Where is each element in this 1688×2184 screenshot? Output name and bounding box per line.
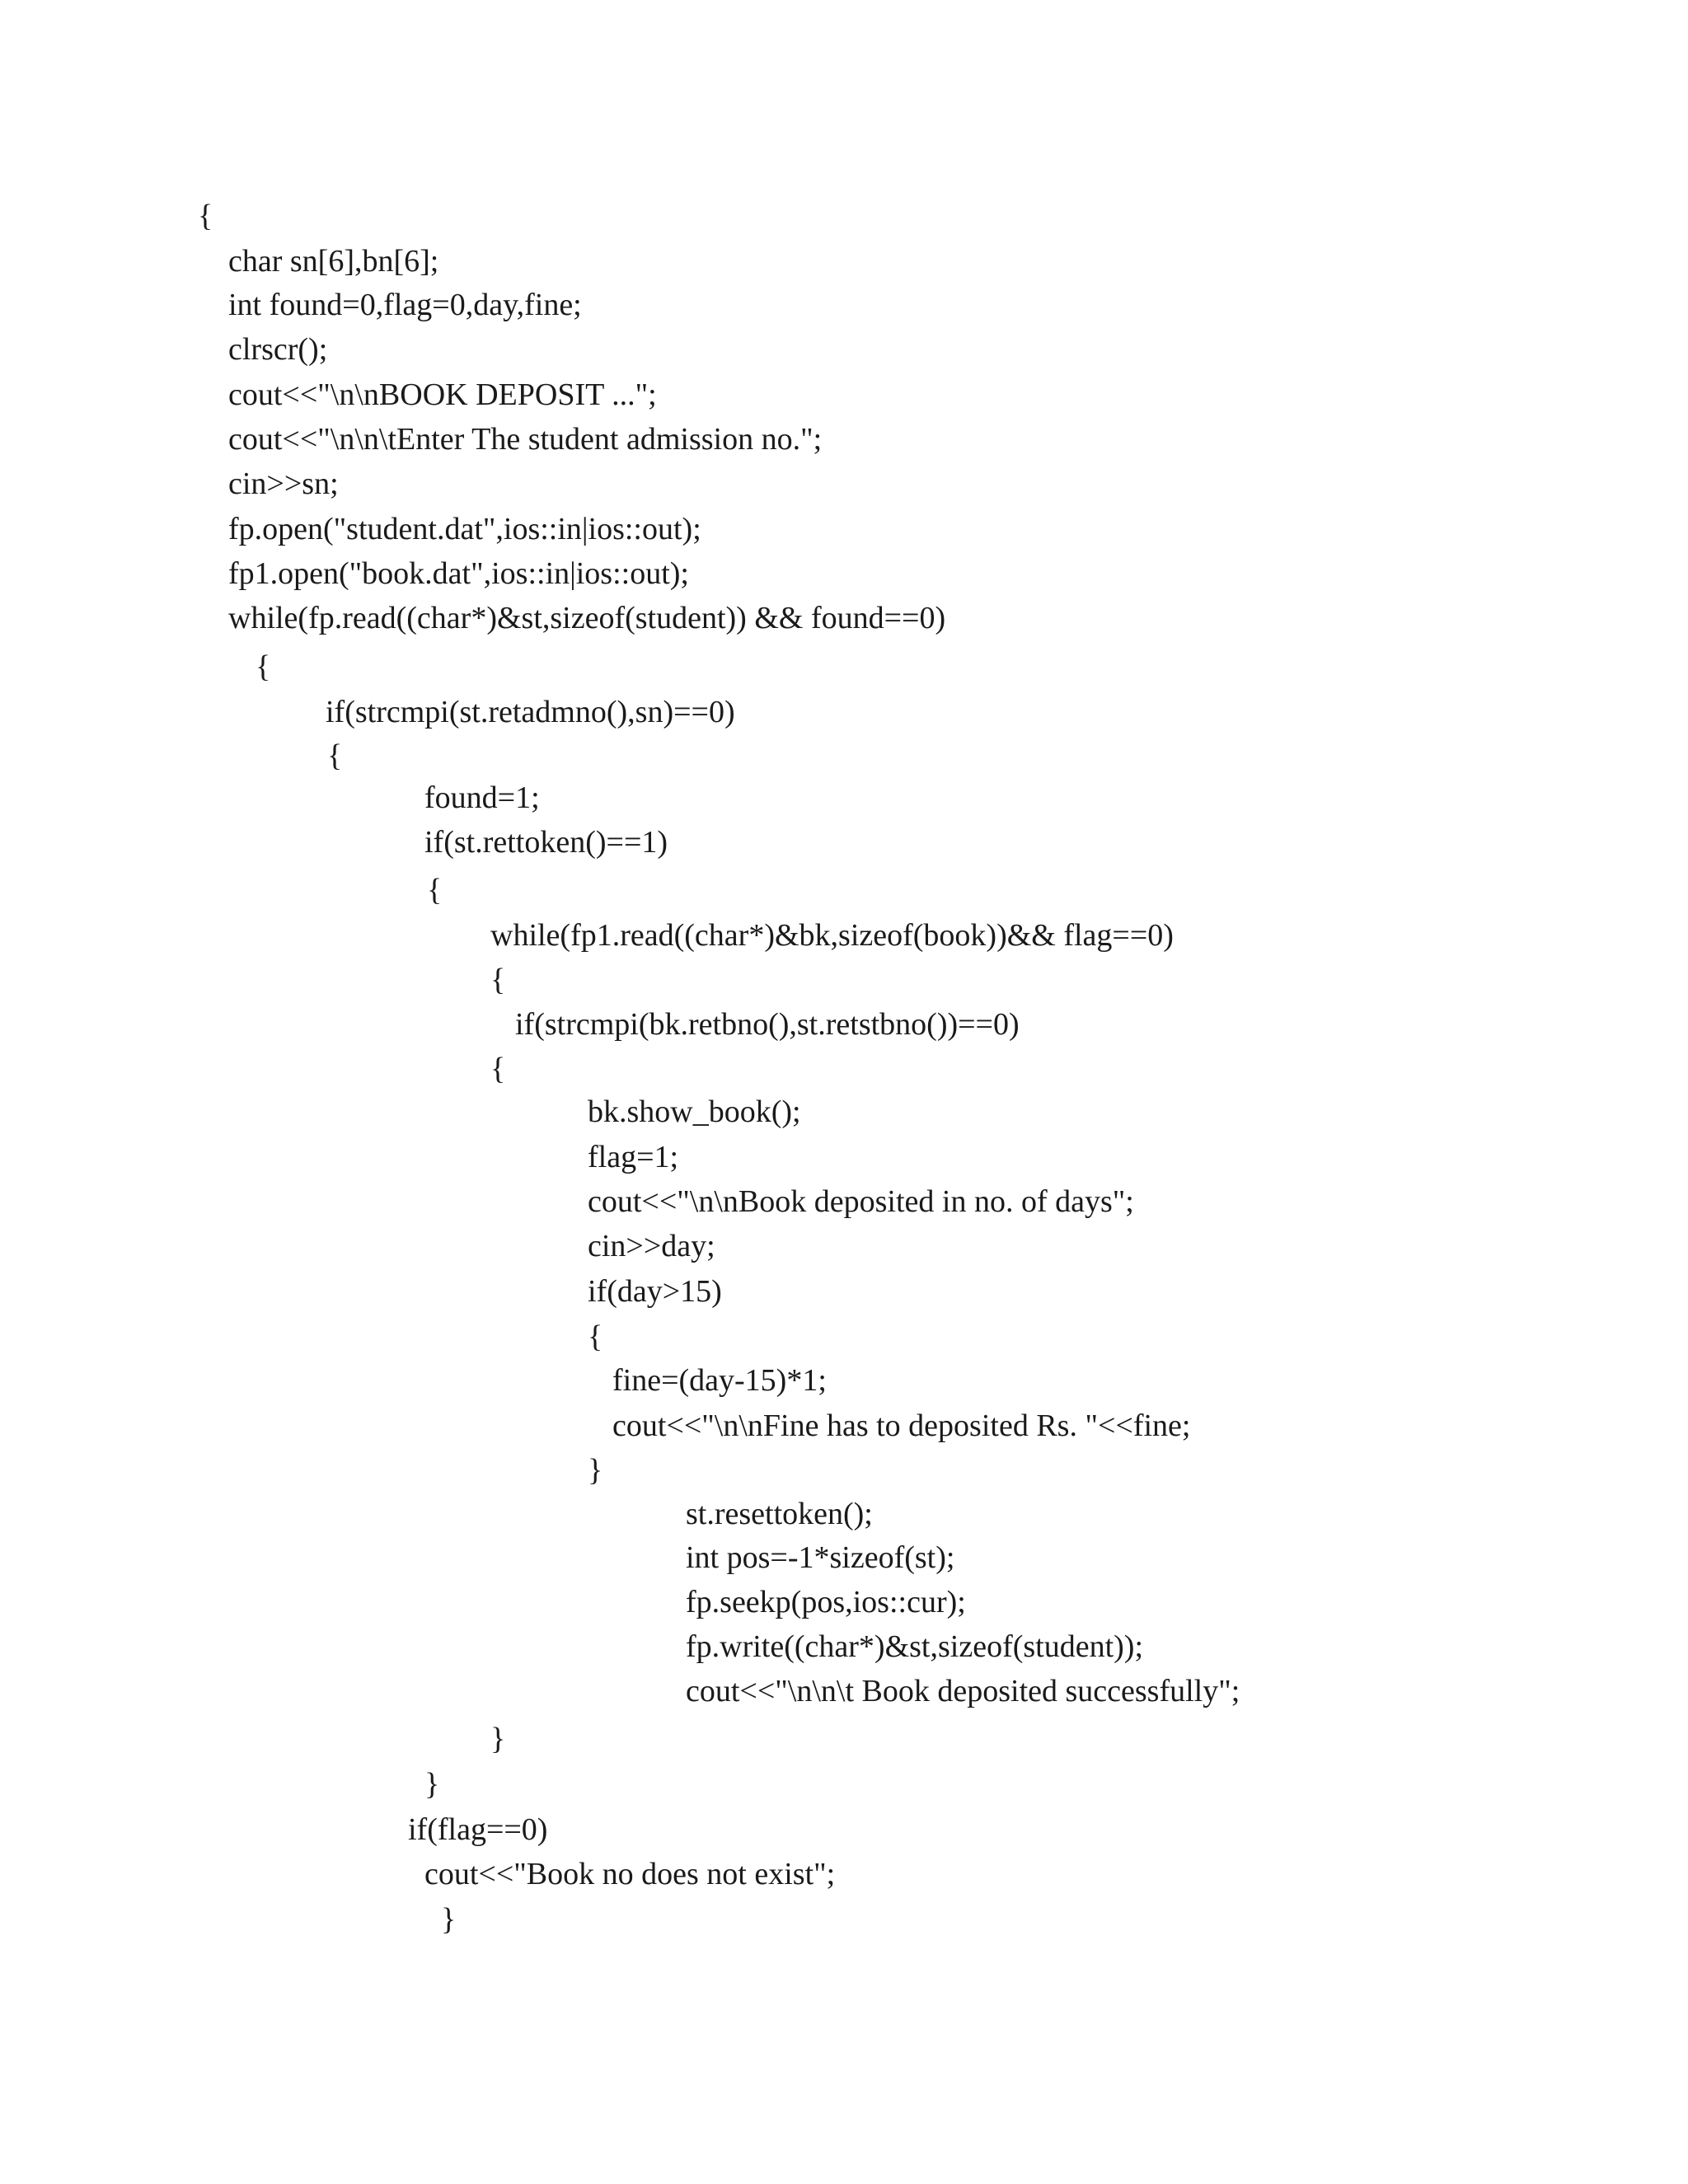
code-line: fine=(day-15)*1; [612,1363,827,1398]
code-line: while(fp.read((char*)&st,sizeof(student)) && found==0) [228,601,946,635]
code-line: if(day>15) [588,1274,722,1309]
code-line: if(strcmpi(bk.retbno(),st.retstbno())==0) [515,1007,1020,1042]
code-line: cout<<"Book no does not exist"; [424,1857,836,1891]
code-line: } [588,1453,603,1488]
code-line: fp.write((char*)&st,sizeof(student)); [686,1629,1144,1664]
code-line: cin>>day; [588,1229,715,1263]
code-line: cout<<"\n\nFine has to deposited Rs. "<<fine; [612,1408,1191,1443]
code-line: flag=1; [588,1140,679,1174]
code-line: } [424,1767,440,1802]
code-line: { [427,873,443,907]
code-line: { [490,1052,506,1086]
code-line: fp1.open("book.dat",ios::in|ios::out); [228,556,689,591]
code-line: clrscr(); [228,332,328,367]
code-line: cout<<"\n\n\tEnter The student admission no."; [228,422,823,457]
code-line: bk.show_book(); [588,1094,801,1129]
code-line: fp.seekp(pos,ios::cur); [686,1585,966,1619]
code-line: { [256,649,271,684]
code-line: cout<<"\n\nBook deposited in no. of days"; [588,1184,1134,1219]
code-line: } [490,1722,506,1756]
code-line: { [327,738,343,773]
code-line: st.resettoken(); [686,1497,873,1531]
code-line: while(fp1.read((char*)&bk,sizeof(book))&& flag==0) [490,918,1174,953]
code-line: if(st.rettoken()==1) [424,825,668,860]
code-line: { [490,963,506,997]
code-line: int found=0,flag=0,day,fine; [228,288,582,322]
code-line: { [588,1319,603,1354]
code-line: cout<<"\n\nBOOK DEPOSIT ..."; [228,377,657,412]
code-line: cin>>sn; [228,466,339,501]
code-line: fp.open("student.dat",ios::in|ios::out); [228,512,701,546]
code-line: if(strcmpi(st.retadmno(),sn)==0) [326,695,735,729]
code-line: char sn[6],bn[6]; [228,244,439,279]
code-line: { [198,199,213,233]
code-line: } [441,1902,457,1937]
code-line: found=1; [424,780,540,815]
code-line: cout<<"\n\n\t Book deposited successfully"; [686,1674,1240,1708]
code-line: if(flag==0) [408,1812,548,1847]
code-line: int pos=-1*sizeof(st); [686,1540,955,1575]
